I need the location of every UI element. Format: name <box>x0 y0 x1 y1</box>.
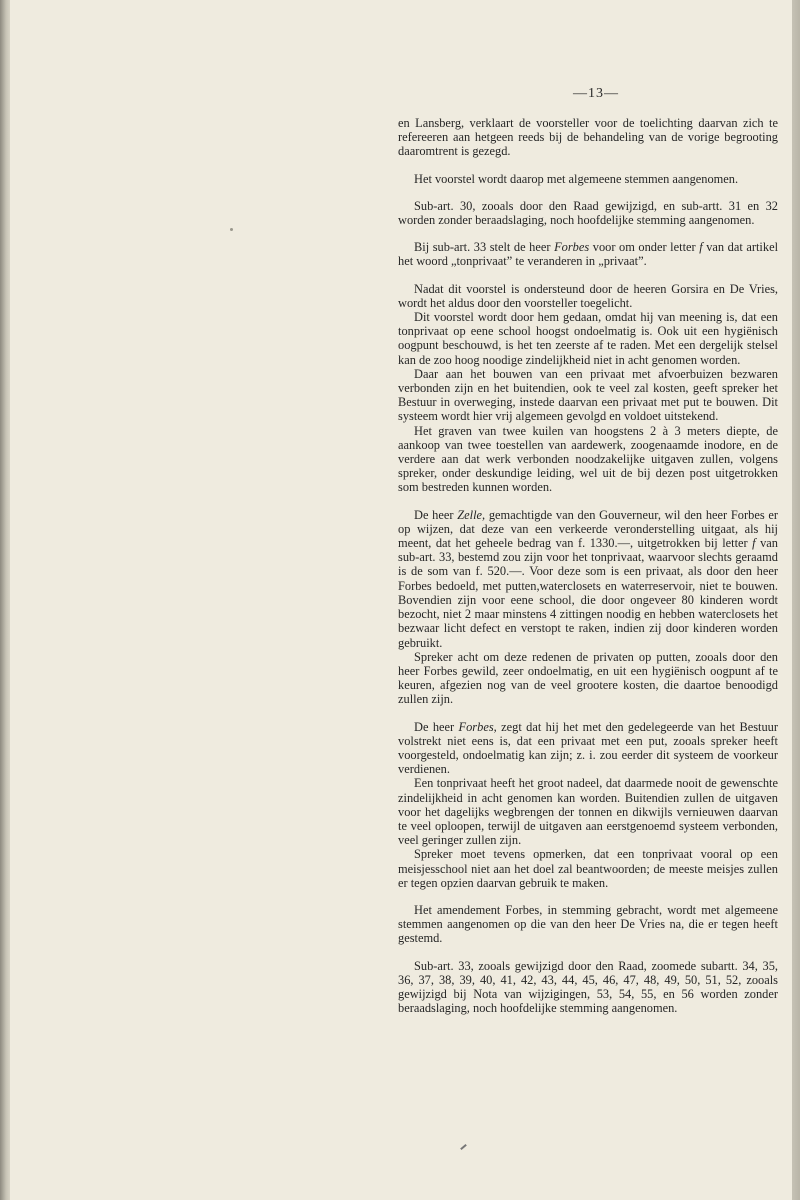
paragraph: Daar aan het bouwen van een privaat met afvoerbuizen bezwaren verbonden zijn en het buitendien, ook te veel zal kosten, geeft spreker het Bestuur in overweging, instede daarvan een privaat met put te bouwen. Dit systeem wordt hier vrij algemeen gevolgd en voldoet uitstekend. <box>398 366 778 424</box>
document-page <box>10 0 792 1200</box>
paragraph: Het voorstel wordt daarop met algemeene stemmen aangenomen. <box>414 171 739 186</box>
paragraph: De heer Forbes, zegt dat hij het met den gedelegeerde van het Bestuur volstrekt niet eens is, dat een privaat met een put, zooals spreker heeft voorgesteld, ondoelmatig kan zijn; z. i. zou eerder dit systeem de voorkeur verdienen. <box>398 719 778 777</box>
paragraph: Spreker acht om deze redenen de privaten op putten, zooals door den heer Forbes gewild, zeer ondoelmatig, en uit een hygiënisch oogpunt af te keuren, afgezien nog van de veel grootere kosten, die daartoe benoodigd zullen zijn. <box>398 649 778 707</box>
pencil-mark <box>460 1144 467 1150</box>
paragraph: Sub-art. 33, zooals gewijzigd door den Raad, zoomede subartt. 34, 35, 36, 37, 38, 39, 40, 41, 42, 43, 44, 45, 46, 47, 48, 49, 50, 51, 52, zooals gewijzigd bij Nota van wijzigingen, 53, 54, 55, en 56 worden zonder beraadslaging, noch hoofdelijke stemming aangenomen. <box>398 958 778 1016</box>
paragraph: en Lansberg, verklaart de voorsteller voor de toelichting daarvan zich te refereeren aan hetgeen reeds bij de behandeling van de vorige begrooting daaromtrent is gezegd. <box>398 116 778 159</box>
paragraph: De heer Zelle, gemachtigde van den Gouverneur, wil den heer Forbes er op wijzen, dat deze van een verkeerde veronderstelling uitgaat, als hij meent, dat het geheele bedrag van f. 1330.—, uitgetrokken bij letter f van sub-art. 33, bestemd zou zijn voor het tonprivaat, waarvoor slechts geraamd is de som van f. 520.—. Voor deze som is een privaat, als door den heer Forbes bedoeld, met putten,waterclosets en waterreservoir, niet te bouwen. Bovendien zijn voor eene school, die door ongeveer 80 kinderen wordt bezocht, niet 2 maar minstens 4 zittingen noodig en hebben waterclosets het bezwaar licht defect en verstopt te raken, indien zij door kinderen worden gebruikt. <box>398 507 779 650</box>
paragraph: Het graven van twee kuilen van hoogstens 2 à 3 meters diepte, de aankoop van twee toestellen van aardewerk, zoogenaamde inodore, en de verdere aan dat werk verbonden noodzakelijke uitgaven zullen, volgens spreker, onder deskundige leiding, wel uit de bij dezen post uitgetrokken som bestreden kunnen worden. <box>398 423 778 495</box>
text-column <box>398 116 778 1015</box>
paragraph: Dit voorstel wordt door hem gedaan, omdat hij van meening is, dat een tonprivaat op eene school hoogst ondoelmatig is. Ook uit een hygiënisch oogpunt beschouwd, is het ten zeerste af te raden. Met een dergelijk stelsel kan de zoo hoog noodige zindelijkheid niet in acht genomen worden. <box>398 310 778 367</box>
paper-speck <box>230 228 233 231</box>
paragraph: Een tonprivaat heeft het groot nadeel, dat daarmede nooit de gewenschte zindelijkheid in acht genomen kan worden. Buitendien zullen de uitgaven voor het dagelijks wegbrengen der tonnen en dikwijls vernieuwen daarvan te veel oploopen, terwijl de uitgaven aan eerstgenoemd systeem verbonden, veel geringer zullen zijn. <box>398 776 778 848</box>
paragraph: Bij sub-art. 33 stelt de heer Forbes voor om onder letter f van dat artikel het woord „tonprivaat” te veranderen in „privaat”. <box>398 240 779 269</box>
paragraph: Sub-art. 30, zooals door den Raad gewijzigd, en sub-artt. 31 en 32 worden zonder beraadslaging, noch hoofdelijke stemming aangenomen. <box>398 198 778 228</box>
page-number: —13— <box>573 86 619 101</box>
paragraph: Nadat dit voorstel is ondersteund door de heeren Gorsira en De Vries, wordt het aldus door den voorsteller toegelicht. <box>398 281 778 310</box>
paragraph: Spreker moet tevens opmerken, dat een tonprivaat vooral op een meisjesschool niet aan het doel zal beantwoorden; de meeste meisjes zullen er tegen opzien daarvan gebruik te maken. <box>398 847 778 890</box>
paragraph: Het amendement Forbes, in stemming gebracht, wordt met algemeene stemmen aangenomen op die van den heer De Vries na, die er tegen heeft gestemd. <box>398 902 778 946</box>
